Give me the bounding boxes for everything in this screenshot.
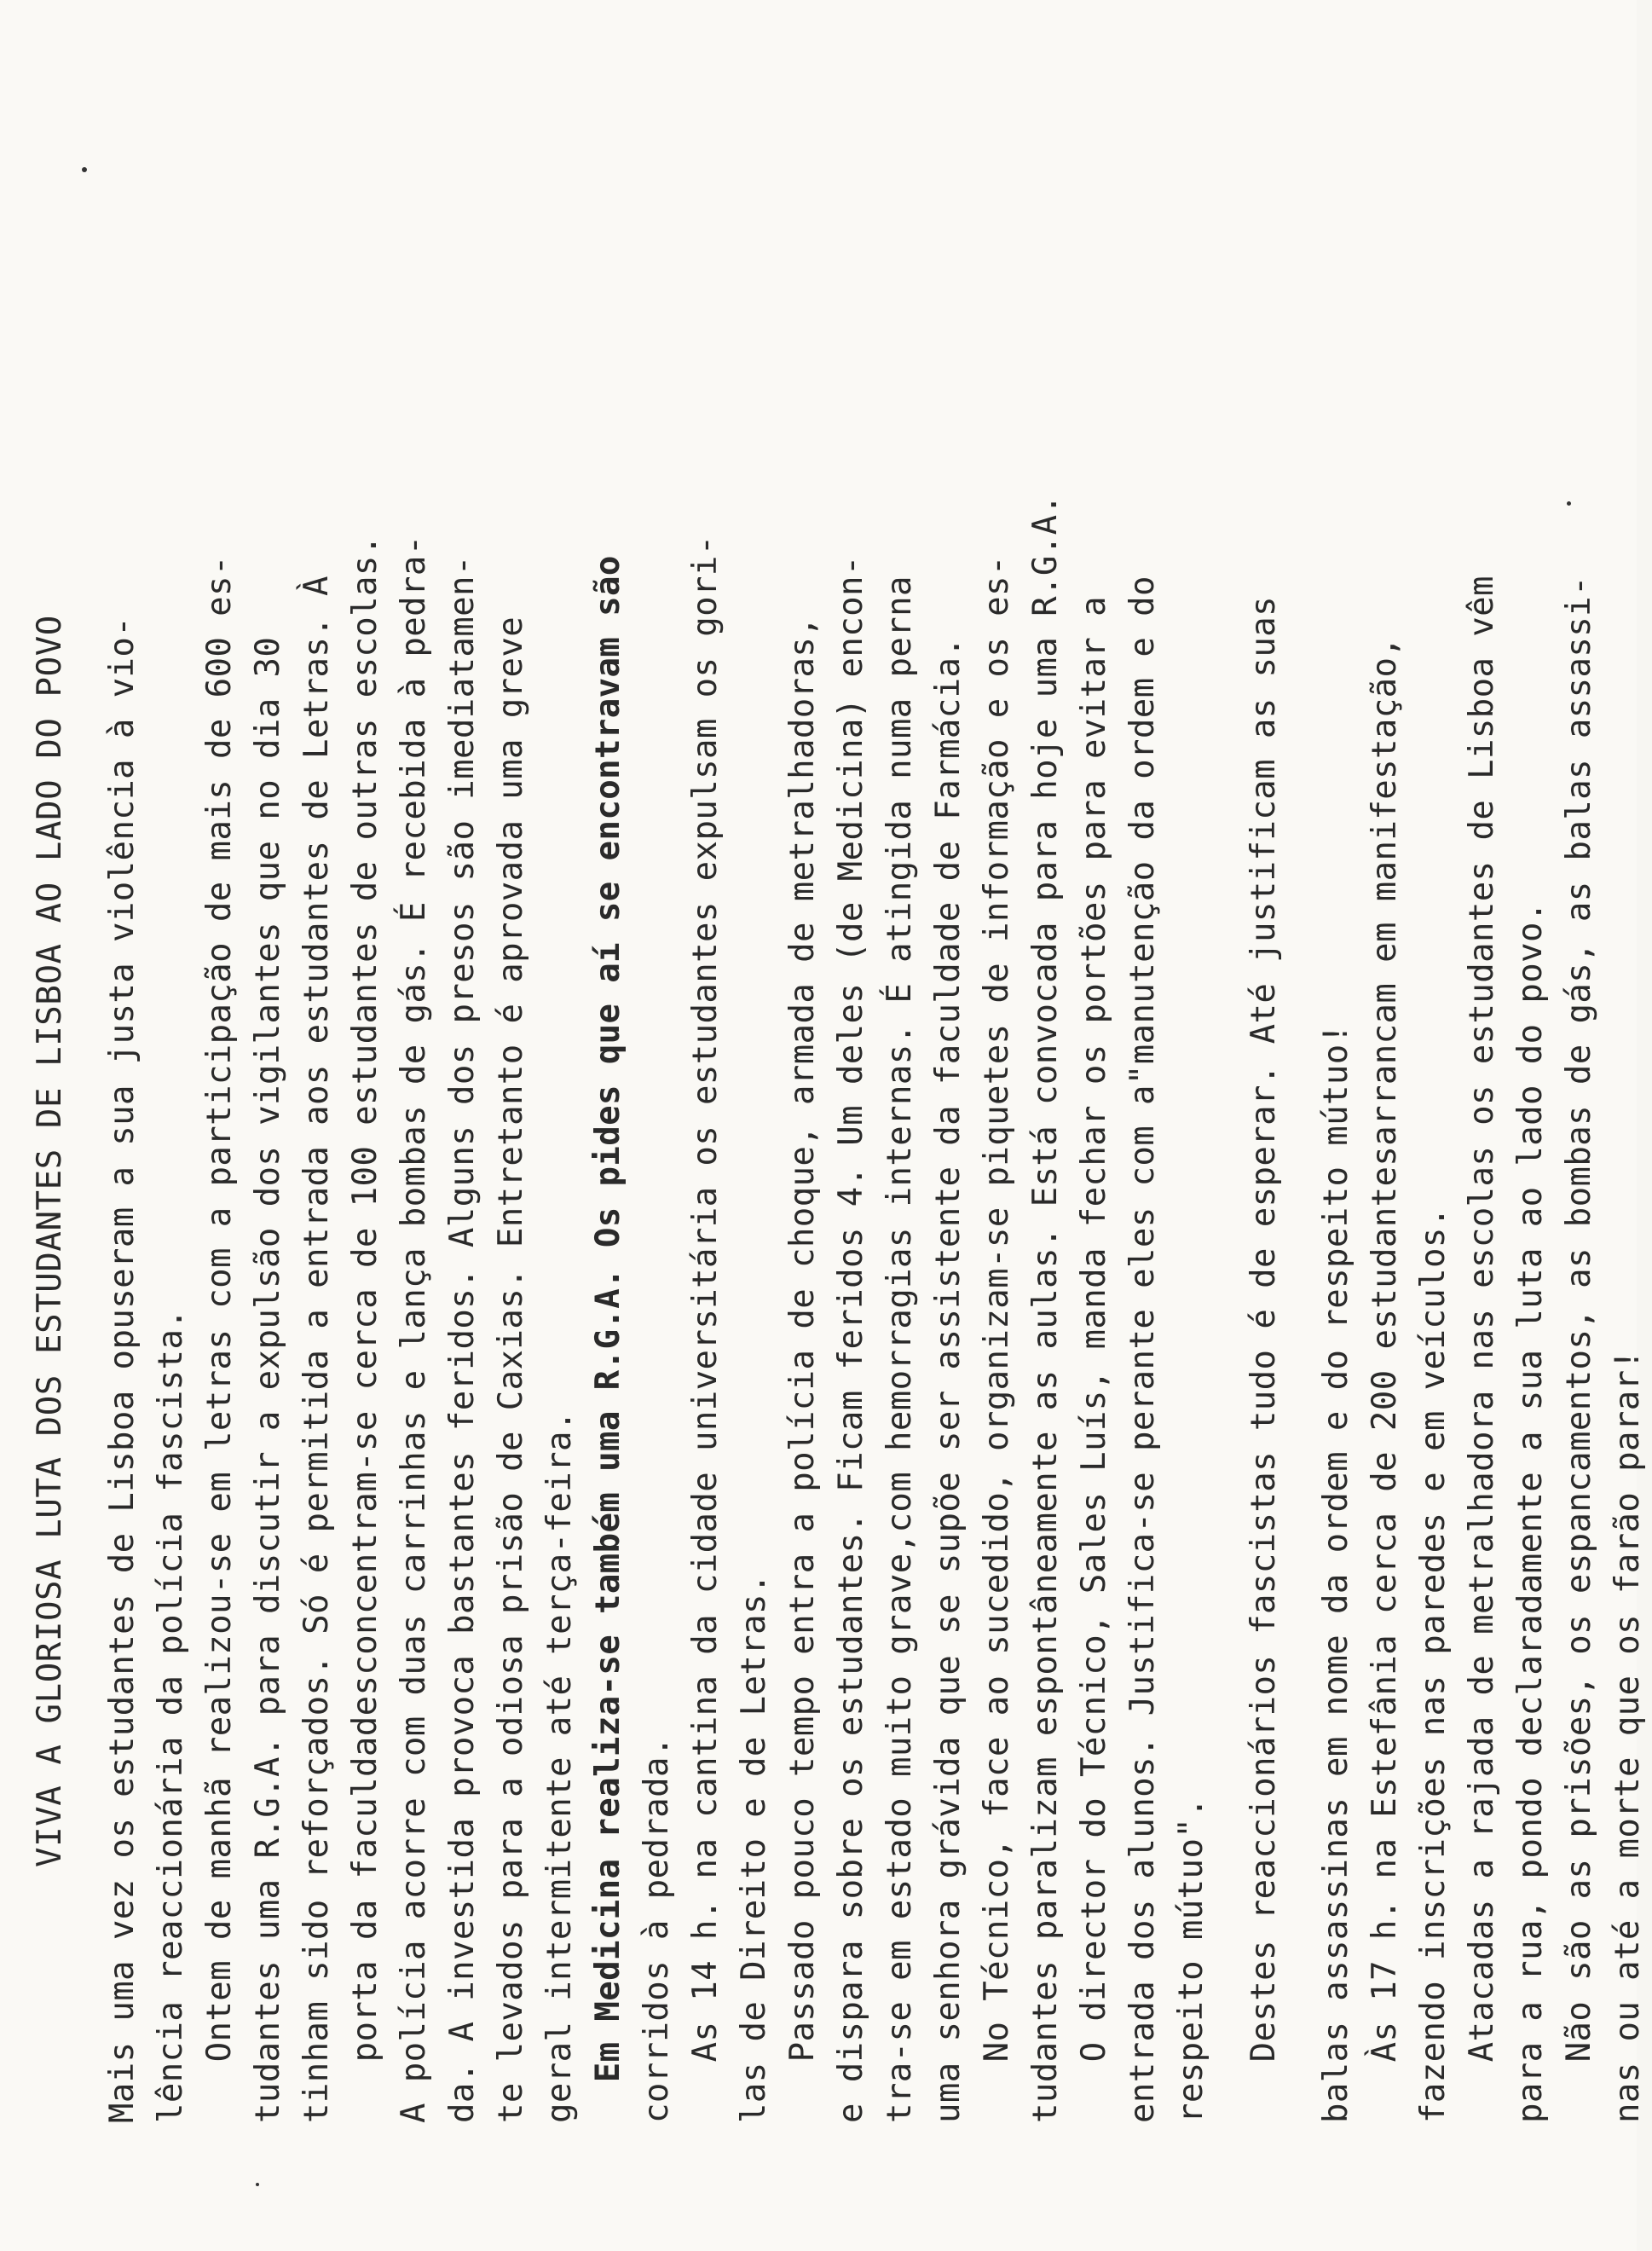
text-line: O director do Técnico, Sales Luís, manda fechar os portões para evitar a [1075, 596, 1113, 2123]
text-line: Não são as prisões, os espancamentos, as bombas de gás, as balas assassi- [1560, 576, 1598, 2123]
text-line: te levados para a odiosa prisão de Caxias. Entretanto é aprovada uma greve [492, 616, 530, 2123]
spacer [1288, 128, 1312, 2123]
typed-page [26, 128, 1647, 2123]
text-line: las de Direito e de Letras. [735, 1573, 773, 2123]
text-line: Mais uma vez os estudantes de Lisboa opuseram a sua justa violência à vio- [103, 616, 142, 2123]
spacer [1216, 128, 1239, 2123]
ink-speck [256, 2183, 259, 2186]
text-line: As 14 h. na cantina da cidade universitária os estudantes expulsam os gori- [686, 535, 725, 2123]
text-line: geral intermitente até terça-feira. [540, 1410, 579, 2123]
text-line: para a rua, pondo declaradamente a sua luta ao lado do povo. [1511, 901, 1550, 2123]
text-line: tudantes uma R.G.A. para discutir a expulsão dos vigilantes que no dia 30 [249, 636, 287, 2123]
text-line: nas ou até a morte que os farão parar! [1609, 1349, 1647, 2123]
text-line: Atacadas a rajada de metralhadora nas escolas os estudantes de Lisboa vêm [1463, 576, 1501, 2123]
text-line: entrada dos alunos. Justifica-se perante eles com a"manutenção da ordem e do [1123, 576, 1162, 2123]
text-line: lência reaccionária da polícia fascista. [152, 1308, 190, 2123]
text-line: tinham sido reforçados. Só é permitida a entrada aos estudantes de Letras. À [297, 576, 336, 2123]
text-line: tudantes paralizam espontâneamente as aulas. Está convocada para hoje uma R.G.A. [1026, 494, 1065, 2123]
text-line: Destes reaccionários fascistas tudo é de esperar. Até justificam as suas [1245, 596, 1283, 2123]
text-line: porta da faculdadesconcentram-se cerca de 100 estudantes de outras escolas. [346, 535, 384, 2123]
text-line: da. A investida provoca bastantes feridos. Alguns dos presos são imediatamen- [443, 555, 482, 2123]
text-line: tra-se em estado muito grave,com hemorragias internas. É atingida numa perna [881, 576, 919, 2123]
text-line: A polícia acorre com duas carrinhas e lança bombas de gás. É recebida à pedra- [395, 535, 433, 2123]
text-line: Passado pouco tempo entra a polícia de choque, armada de metralhadoras, [783, 616, 822, 2123]
text-line: e dispara sobre os estudantes. Ficam feridos 4. Um deles (de Medicina) encon- [832, 555, 870, 2123]
text-line: fazendo inscrições nas paredes e em veículos. [1414, 1207, 1453, 2123]
text-line: Em Medicina realiza-se também uma R.G.A. Os pides que aí se encontravam são [589, 555, 627, 2123]
text-line: Ontem de manhã realizou-se em letras com a participação de mais de 600 es- [200, 555, 239, 2123]
spacer [74, 128, 98, 2123]
text-line: balas assassinas em nome da ordem e do respeito mútuo! [1317, 1023, 1355, 2123]
text-line: Às 17 h. na Estefânia cerca de 200 estudantesarrancam em manifestação, [1366, 636, 1404, 2123]
text-line: respeito mútuo". [1172, 1797, 1210, 2123]
page-title: VIVA A GLORIOSA LUTA DOS ESTUDANTES DE LISBOA AO LADO DO POVO [31, 615, 69, 1867]
text-line: uma senhora grávida que se supõe ser assistente da faculdade de Farmácia. [929, 636, 968, 2123]
text-line: corridos à pedrada. [638, 1736, 676, 2123]
text-line: No Técnico, face ao sucedido, organizam-se piquetes de informação e os es- [978, 555, 1016, 2123]
